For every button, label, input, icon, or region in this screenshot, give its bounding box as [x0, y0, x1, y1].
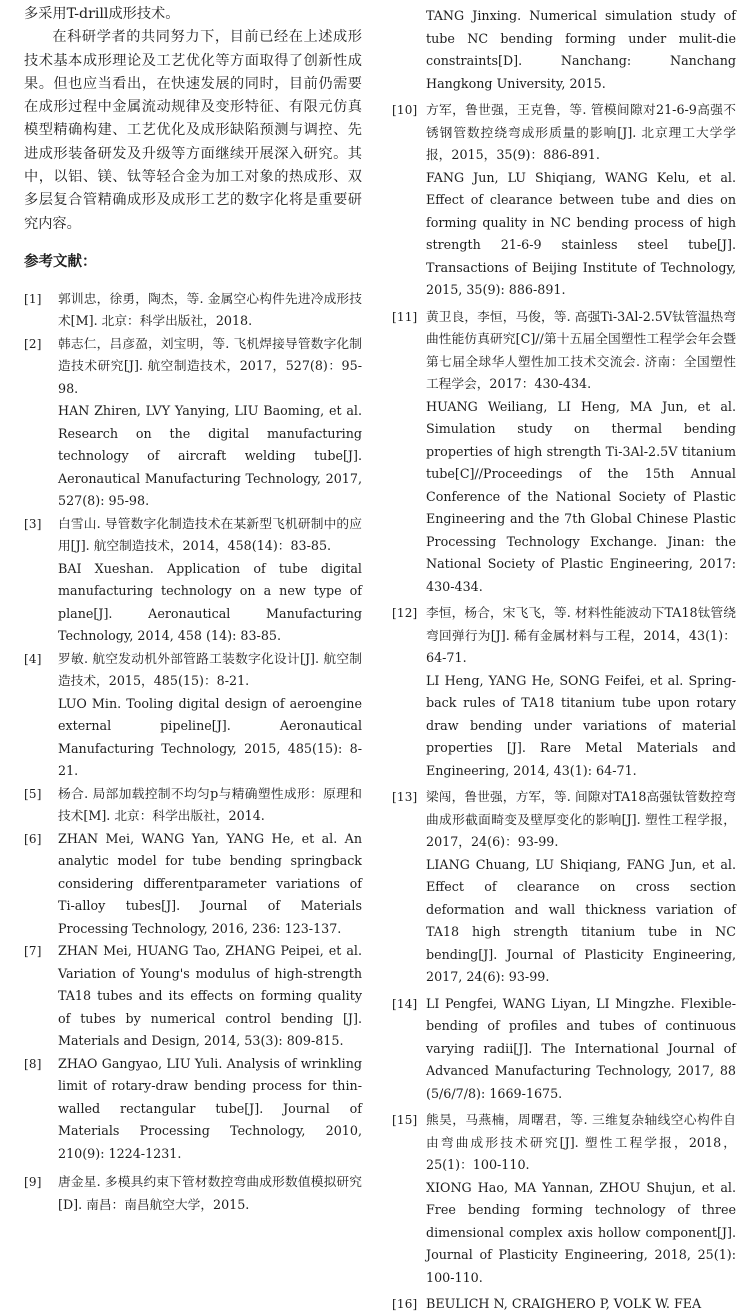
- reference-item: [392, 786, 736, 989]
- reference-text-en: ZHAO Gangyao, LIU Yuli. Analysis of wrinkling limit of rotary-draw bending process for thin-walled rectangular tube[J]. Journal of Materials Processing Technology, 2010, 210(9): 1224-1231.: [58, 1055, 362, 1161]
- reference-text-cn: 梁闯，鲁世强，方军，等. 间隙对TA18高强钛管数控弯曲成形截面畸变及壁厚变化的影响[J]. 塑性工程学报，2017，24(6)：93-99.: [426, 789, 736, 849]
- reference-item: [392, 602, 736, 782]
- reference-number: [10]: [392, 103, 418, 117]
- reference-number: [16]: [392, 1297, 418, 1311]
- reference-text-cn: 方军，鲁世强，王克鲁，等. 管模间隙对21-6-9高强不锈钢管数控绕弯成形质量的影响[J]. 北京理工大学学报，2015，35(9)：886-891.: [426, 102, 736, 162]
- left-column: [24, 3, 362, 1216]
- reference-text-en: LI Heng, YANG He, SONG Feifei, et al. Springback rules of TA18 titanium tube upon rotary draw bending under variations of material properties [J]. Rare Metal Materials and Engineering, 2014, 43(1): 64-71.: [426, 672, 736, 778]
- reference-item-continuation: [392, 5, 736, 95]
- references-heading: 参考文献：: [24, 253, 97, 270]
- reference-text-cn: 黄卫良，李恒，马俊，等. 高强Ti-3Al-2.5V钛管温热弯曲性能仿真研究[C]//第十五届全国塑性工程学会年会暨第七届全球华人塑性加工技术交流会. 济南：全国塑性工程学会，2017：430-434.: [426, 308, 736, 391]
- right-column: [392, 5, 736, 1316]
- reference-number: [6]: [24, 831, 42, 846]
- reference-item: [24, 1171, 362, 1216]
- reference-text-en: LI Pengfei, WANG Liyan, LI Mingzhe. Flexible-bending of profiles and tubes of continuous varying radii[J]. The International Journal of Advanced Manufacturing Technology, 2017, 88 (5/6/7/8): 1669-1675.: [426, 995, 736, 1101]
- reference-body: [58, 940, 362, 1053]
- reference-body: [58, 783, 362, 828]
- reference-body: [58, 333, 362, 513]
- reference-item: [24, 513, 362, 648]
- reference-text-cn: 熊昊，马燕楠，周曙君，等. 三维复杂轴线空心构件自由弯曲成形技术研究[J]. 塑性工程学报，2018，25(1)：100-110.: [426, 1112, 736, 1172]
- reference-body: [426, 306, 736, 599]
- reference-number: [5]: [24, 786, 42, 801]
- reference-item: [392, 306, 736, 599]
- reference-text-cn: 杨合. 局部加载控制不均匀p与精确塑性成形：原理和技术[M]. 北京：科学出版社，2014.: [58, 785, 362, 824]
- reference-text-en: HAN Zhiren, LVY Yanying, LIU Baoming, et al. Research on the digital manufacturing technology of aircraft welding tube[J]. Aeronautical Manufacturing Technology, 2017, 527(8): 95-98.: [58, 403, 362, 509]
- reference-text-en: TANG Jinxing. Numerical simulation study of tube NC bending forming under mulit-die constraints[D]. Nanchang: Nanchang Hangkong University, 2015.: [426, 8, 736, 91]
- reference-item: [24, 288, 362, 333]
- reference-body: [426, 993, 736, 1106]
- reference-number: [7]: [24, 944, 42, 959]
- reference-item: [24, 940, 362, 1053]
- reference-item: [24, 1053, 362, 1166]
- reference-body: [426, 1109, 736, 1289]
- reference-body: [426, 786, 736, 989]
- reference-body: [58, 288, 362, 333]
- reference-text-cn: 韩志仁，吕彦盈，刘宝明，等. 飞机焊接导管数字化制造技术研究[J]. 航空制造技术，2017，527(8)：95-98.: [58, 335, 362, 396]
- intro-continuation: 多采用T-drill成形技术。: [24, 6, 180, 22]
- reference-text-en: HUANG Weiliang, LI Heng, MA Jun, et al. Simulation study on thermal bending properties of high strength Ti-3Al-2.5V titanium tube[C]//Proceedings of the 15th Annual Conference of the National Society of Plastic Engineering and the 7th Global Chinese Plastic Processing Technology Exchange. Jinan: the National Society of Plastic Engineering, 2017: 430-434.: [426, 398, 736, 594]
- reference-body: [426, 1293, 736, 1316]
- reference-number: [4]: [24, 651, 42, 666]
- reference-item: [392, 99, 736, 302]
- reference-text-en: ZHAN Mei, WANG Yan, YANG He, et al. An analytic model for tube bending springback considering differentparameter variations of Ti-alloy tubes[J]. Journal of Materials Processing Technology, 2016, 236: 123-137.: [58, 830, 362, 936]
- reference-item: [24, 828, 362, 941]
- reference-item: [24, 648, 362, 783]
- reference-body: [426, 99, 736, 302]
- reference-text-cn: 郭训忠，徐勇，陶杰，等. 金属空心构件先进冷成形技术[M]. 北京：科学出版社，2018.: [58, 290, 362, 329]
- reference-body: [58, 513, 362, 648]
- intro-paragraph: 在科研学者的共同努力下，目前已经在上述成形技术基本成形理论及工艺优化等方面取得了创新性成果。但也应当看出，在快速发展的同时，目前仍需要在成形过程中金属流动规律及变形特征、有限元仿真模型精确构建、工艺优化及成形缺陷预测与调控、先进成形装备研发及升级等方面继续开展深入研究。其中，以铝、镁、钛等轻合金为加工对象的热成形、双多层复合管精确成形及成形工艺的数字化将是重要研究内容。: [24, 29, 362, 232]
- reference-number: [15]: [392, 1113, 418, 1127]
- reference-number: [11]: [392, 309, 418, 324]
- reference-item: [392, 1109, 736, 1289]
- reference-number: [2]: [24, 336, 42, 351]
- reference-item: [392, 993, 736, 1106]
- reference-number: [3]: [24, 516, 42, 531]
- reference-number: [1]: [24, 291, 42, 306]
- reference-text-cn: 李恒，杨合，宋飞飞，等. 材料性能波动下TA18钛管绕弯回弹行为[J]. 稀有金属材料与工程，2014，43(1)：64-71.: [426, 605, 736, 665]
- reference-text-en: ZHAN Mei, HUANG Tao, ZHANG Peipei, et al. Variation of Young's modulus of high-strength TA18 tubes and its effects on forming quality of tubes by numerical control bending [J]. Materials and Design, 2014, 53(3): 809-815.: [58, 943, 362, 1049]
- reference-text-en: BAI Xueshan. Application of tube digital manufacturing technology on a new type of plane[J]. Aeronautical Manufacturing Technology, 2014, 458 (14): 83-85.: [58, 560, 362, 644]
- reference-text-en: XIONG Hao, MA Yannan, ZHOU Shujun, et al. Free bending forming technology of three dimensional complex axis hollow component[J]. Journal of Plasticity Engineering, 2018, 25(1): 100-110.: [426, 1179, 736, 1285]
- reference-number: [9]: [24, 1175, 42, 1190]
- reference-item: [24, 333, 362, 513]
- reference-body: [426, 5, 736, 95]
- reference-body: [58, 648, 362, 783]
- reference-number: [14]: [392, 996, 418, 1011]
- reference-body: [58, 1053, 362, 1166]
- reference-text-cn: 唐金星. 多模具约束下管材数控弯曲成形数值模拟研究[D]. 南昌：南昌航空大学，2015.: [58, 1174, 362, 1212]
- reference-text-en: BEULICH N, CRAIGHERO P, VOLK W. FEA: [426, 1296, 702, 1311]
- reference-number: [8]: [24, 1056, 42, 1071]
- reference-text-cn: 白雪山. 导管数字化制造技术在某新型飞机研制中的应用[J]. 航空制造技术，2014，458(14)：83-85.: [58, 515, 362, 554]
- reference-text-cn: 罗敏. 航空发动机外部管路工装数字化设计[J]. 航空制造技术，2015，485(15)：8-21.: [58, 650, 362, 689]
- reference-text-en: LIANG Chuang, LU Shiqiang, FANG Jun, et al. Effect of clearance on cross section deformation and wall thickness variation of TA18 high strength titanium tube in NC bending[J]. Journal of Plasticity Engineering, 2017, 24(6): 93-99.: [426, 856, 736, 984]
- reference-body: [426, 602, 736, 782]
- reference-body: [58, 828, 362, 941]
- reference-item: [392, 1293, 736, 1316]
- reference-number: [13]: [392, 790, 418, 804]
- reference-text-en: LUO Min. Tooling digital design of aeroengine external pipeline[J]. Aeronautical Manufacturing Technology, 2015, 485(15): 8-21.: [58, 695, 362, 779]
- reference-number: [12]: [392, 606, 418, 620]
- reference-item: [24, 783, 362, 828]
- reference-body: [58, 1171, 362, 1216]
- reference-text-en: FANG Jun, LU Shiqiang, WANG Kelu, et al. Effect of clearance between tube and dies on forming quality in NC bending process of high strength 21-6-9 stainless steel tube[J]. Transactions of Beijing Institute of Technology, 2015, 35(9): 886-891.: [426, 169, 736, 297]
